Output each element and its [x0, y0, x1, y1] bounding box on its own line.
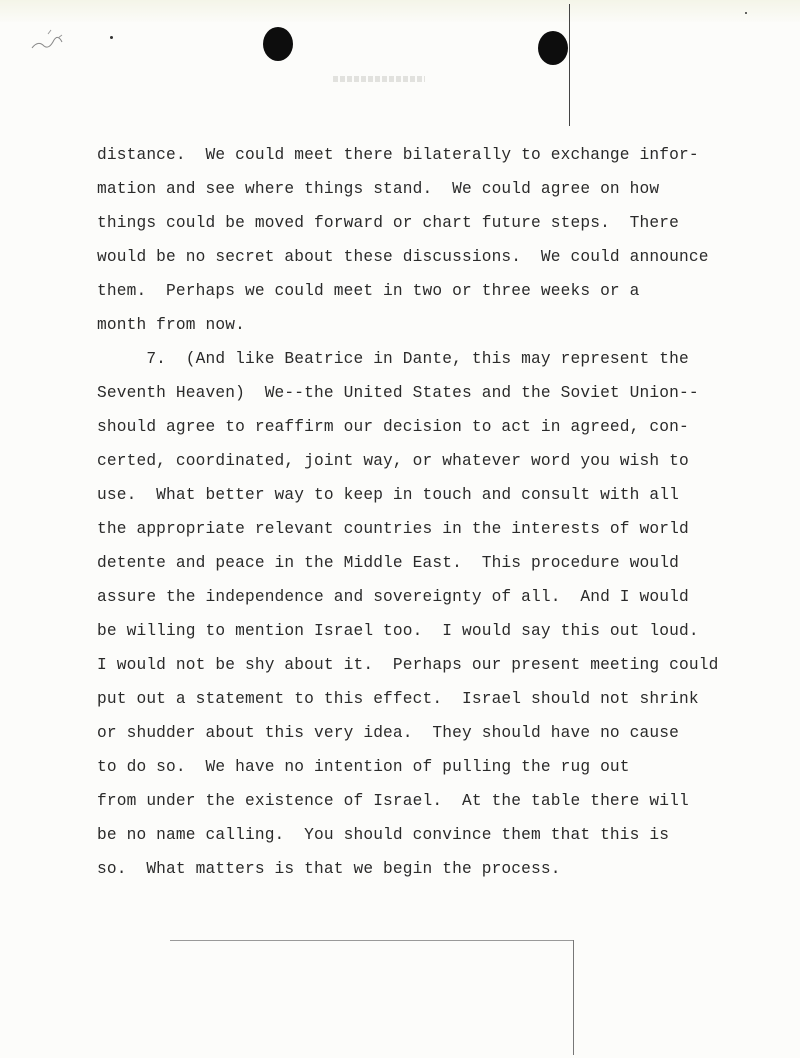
- punch-hole-right: [538, 31, 568, 65]
- body-line: month from now.: [97, 316, 245, 334]
- body-line: distance. We could meet there bilaterally to exchange infor-: [97, 146, 699, 164]
- body-line: would be no secret about these discussions. We could announce: [97, 248, 709, 266]
- scan-speck: [110, 36, 113, 39]
- body-line: I would not be shy about it. Perhaps our present meeting could: [97, 656, 719, 674]
- body-line: should agree to reaffirm our decision to act in agreed, con-: [97, 418, 689, 436]
- margin-rule-bottom: [573, 940, 574, 1055]
- body-line: them. Perhaps we could meet in two or three weeks or a: [97, 282, 640, 300]
- body-line: or shudder about this very idea. They should have no cause: [97, 724, 679, 742]
- body-line: put out a statement to this effect. Israel should not shrink: [97, 690, 699, 708]
- body-line: certed, coordinated, joint way, or whatever word you wish to: [97, 452, 689, 470]
- body-line: be no name calling. You should convince them that this is: [97, 826, 670, 844]
- scan-speck: [745, 12, 747, 14]
- body-line: detente and peace in the Middle East. This procedure would: [97, 554, 679, 572]
- footer-rule: [170, 940, 573, 941]
- punch-hole-left: [263, 27, 293, 61]
- scan-smudge-mark: [28, 28, 88, 58]
- document-body: [97, 138, 747, 886]
- body-line: assure the independence and sovereignty of all. And I would: [97, 588, 689, 606]
- body-line: the appropriate relevant countries in the interests of world: [97, 520, 689, 538]
- body-line: be willing to mention Israel too. I would say this out loud.: [97, 622, 699, 640]
- body-line: so. What matters is that we begin the process.: [97, 860, 561, 878]
- body-line: Seventh Heaven) We--the United States and the Soviet Union--: [97, 384, 699, 402]
- paragraph-7-start: 7. (And like Beatrice in Dante, this may represent the: [97, 350, 689, 368]
- body-line: to do so. We have no intention of pulling the rug out: [97, 758, 630, 776]
- margin-rule-top: [569, 4, 570, 126]
- scan-top-band: [0, 0, 800, 22]
- body-line: use. What better way to keep in touch and consult with all: [97, 486, 679, 504]
- body-line: from under the existence of Israel. At the table there will: [97, 792, 689, 810]
- body-line: things could be moved forward or chart future steps. There: [97, 214, 679, 232]
- faded-classification-mark: [333, 76, 425, 82]
- body-line: mation and see where things stand. We could agree on how: [97, 180, 660, 198]
